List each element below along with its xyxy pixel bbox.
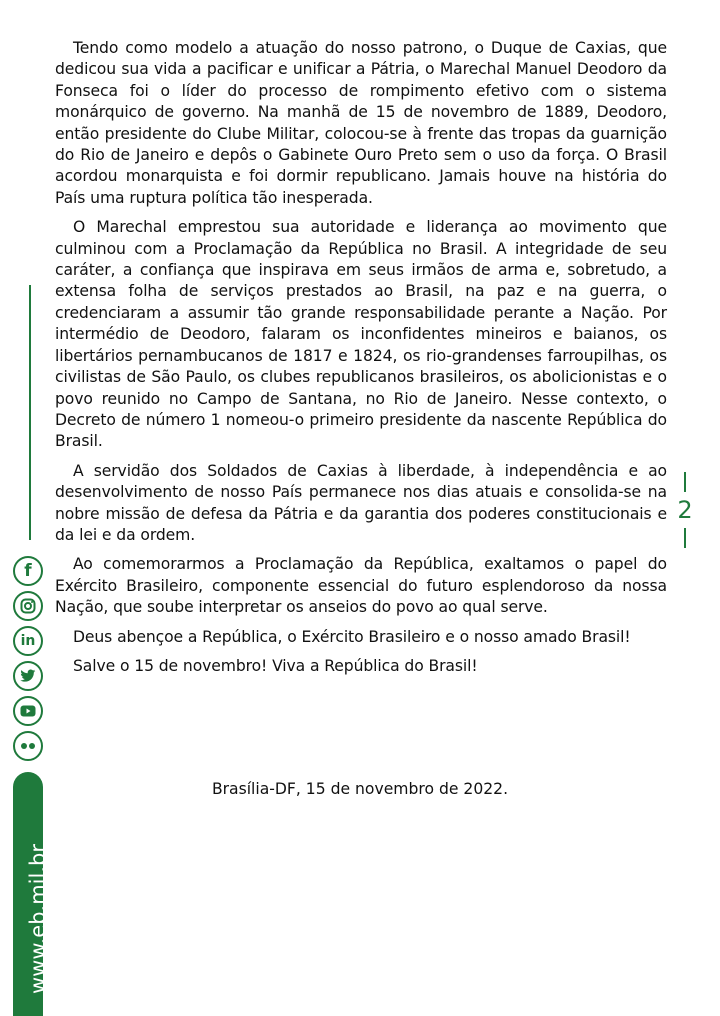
flickr-icon[interactable]: [13, 731, 43, 761]
paragraph-1: Tendo como modelo a atuação do nosso patrono, o Duque de Caxias, que dedicou sua vida a pacificar e unificar a Pátria, o Marechal Manuel Deodoro da Fonseca foi o líder do processo de rompimento efetivo com o sistema monárquico de governo. Na manhã de 15 de novembro de 1889, Deodoro, então presidente do Clube Militar, colocou-se à frente das tropas da guarnição do Rio de Janeiro e depôs o Gabinete Ouro Preto sem o uso da força. O Brasil acordou monarquista e foi dormir republicano. Jamais houve na história do País uma ruptura política tão inesperada.: [55, 39, 667, 207]
signature-date: Brasília-DF, 15 de novembro de 2022.: [211, 780, 509, 798]
paragraph-3: A servidão dos Soldados de Caxias à liberdade, à independência e ao desenvolvimento de nosso País permanece nos dias atuais e consolida-se na nobre missão de defesa da Pátria e da garantia dos poderes constitucionais e da lei e da ordem.: [55, 461, 667, 544]
page-number-marker: [670, 472, 700, 548]
instagram-icon[interactable]: [13, 591, 43, 621]
page-number: 2: [677, 496, 693, 524]
twitter-icon[interactable]: [13, 661, 43, 691]
sidebar-divider-line: [29, 285, 31, 540]
page-number-line-bottom: [684, 528, 686, 548]
paragraph-2: O Marechal emprestou sua autoridade e liderança ao movimento que culminou com a Proclamação da República no Brasil. A integridade de seu caráter, a confiança que inspirava em seus irmãos de arma e, sobretudo, a extensa folha de serviços prestados ao Brasil, na paz e na guerra, o credenciaram a assumir tão grande responsabilidade perante a Nação. Por intermédio de Deodoro, falaram os inconfidentes mineiros e baianos, os libertários pernambucanos de 1817 e 1824, os rio-grandenses farroupilhas, os civilistas de São Paulo, os clubes republicanos brasileiros, os abolicionistas e o povo reunido no Campo de Santana, no Rio de Janeiro. Nesse contexto, o Decreto de número 1 nomeou-o primeiro presidente da nascente República do Brasil.: [55, 218, 667, 451]
flickr-glyph: [20, 742, 36, 750]
youtube-icon[interactable]: [13, 696, 43, 726]
linkedin-glyph: in: [20, 633, 36, 649]
document-body: [55, 38, 667, 685]
paragraph-5: Deus abençoe a República, o Exército Brasileiro e o nosso amado Brasil!: [73, 627, 631, 646]
paragraph-4: Ao comemorarmos a Proclamação da República, exaltamos o papel do Exército Brasileiro, componente essencial do futuro esplendoroso da nossa Nação, que soube interpretar os anseios do povo ao qual serve.: [55, 555, 667, 617]
facebook-icon[interactable]: [13, 556, 43, 586]
instagram-glyph: [20, 598, 36, 614]
youtube-glyph: [20, 705, 36, 717]
page-number-line-top: [684, 472, 686, 492]
twitter-glyph: [20, 669, 36, 683]
linkedin-icon[interactable]: [13, 626, 43, 656]
paragraph-6: Salve o 15 de novembro! Viva a República do Brasil!: [73, 656, 478, 675]
facebook-glyph: f: [24, 561, 32, 581]
website-link[interactable]: www.eb.mil.br: [26, 844, 50, 994]
